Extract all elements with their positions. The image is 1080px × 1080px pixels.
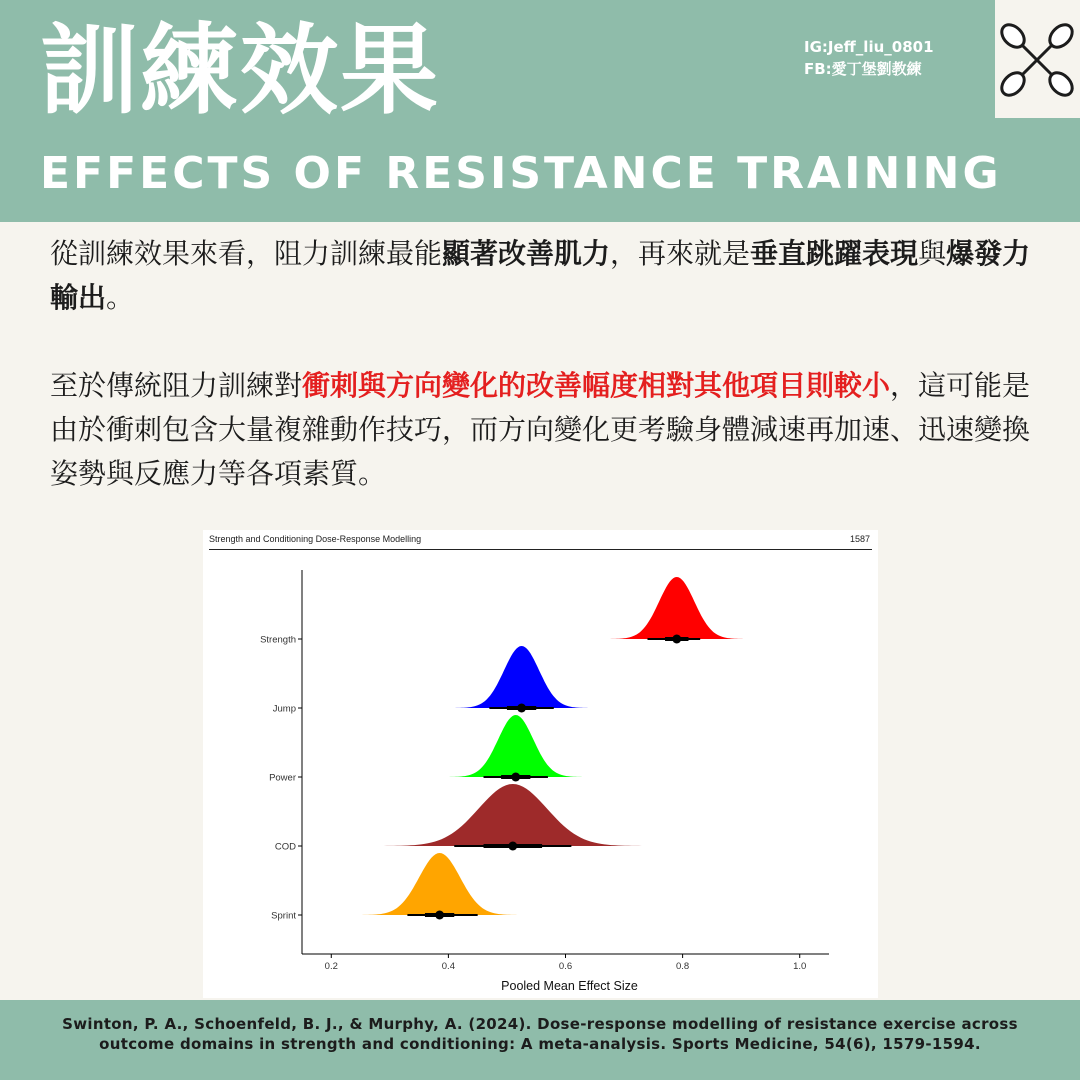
effect-size-density-chart — [203, 530, 878, 998]
y-tick-label-strength: Strength — [260, 634, 296, 646]
header-banner — [0, 0, 1080, 222]
p1-text-2: ，再來就是 — [610, 237, 751, 270]
mean-point-sprint — [435, 911, 444, 920]
page-title: 訓練效果 — [40, 14, 441, 128]
x-tick-label-1: 0.4 — [441, 961, 455, 972]
mean-point-strength — [672, 635, 681, 644]
p1-text-1: 從訓練效果來看，阻力訓練最能 — [50, 237, 443, 270]
y-tick-label-cod: COD — [274, 841, 296, 853]
p1-highlight-power: 爆發力輸出 — [50, 237, 1031, 314]
x-tick-label-2: 0.6 — [558, 961, 573, 972]
density-sprint — [358, 853, 522, 915]
social-handles — [804, 36, 934, 80]
x-tick-label-3: 0.8 — [676, 961, 690, 972]
journal-page-number: 1587 — [849, 534, 870, 544]
x-tick-label-0: 0.2 — [324, 961, 338, 972]
journal-running-title: Strength and Conditioning Dose-Response Modelling — [209, 534, 422, 544]
x-tick-label-4: 1.0 — [793, 961, 807, 972]
citation — [30, 1014, 1050, 1054]
y-tick-label-power: Power — [269, 772, 296, 784]
p2-highlight-sprint-cod: 衝刺與方向變化的改善幅度相對其他項目則較小 — [302, 369, 891, 402]
mean-point-power — [511, 773, 520, 782]
figure-panel — [203, 530, 878, 998]
x-axis-label: Pooled Mean Effect Size — [501, 979, 638, 993]
p2-text-2: ，這可能是由於衝刺包含大量複雜動作技巧，而方向變化更考驗身體減速再加速、迅速變換姿勢與反應力等各項素質。 — [50, 369, 1031, 490]
y-tick-label-sprint: Sprint — [271, 910, 296, 922]
citation-line-1: Swinton, P. A., Schoenfeld, B. J., & Murphy, A. (2024). Dose-response modelling of resistance exercise across — [62, 1015, 1018, 1033]
instagram-handle[interactable]: IG:Jeff_liu_0801 — [804, 38, 934, 56]
density-jump — [451, 646, 592, 708]
mean-point-cod — [508, 842, 517, 851]
p1-text-4: 。 — [106, 281, 135, 314]
density-power — [446, 715, 587, 777]
logo — [995, 0, 1080, 118]
footer-banner — [0, 1000, 1080, 1080]
p2-text-1: 至於傳統阻力訓練對 — [50, 369, 303, 402]
paragraph-summary — [50, 232, 1035, 320]
citation-line-2: outcome domains in strength and conditioning: A meta-analysis. Sports Medicine, 54(6), 1579-1594. — [99, 1035, 981, 1053]
p1-highlight-jump: 垂直跳躍表現 — [750, 237, 919, 270]
p1-text-3: 與 — [918, 237, 947, 270]
crossed-dumbbells-icon — [999, 22, 1075, 98]
density-cod — [377, 784, 649, 846]
facebook-handle[interactable]: FB:愛丁堡劉教練 — [804, 60, 922, 78]
y-tick-label-jump: Jump — [272, 703, 296, 715]
paragraph-detail — [50, 364, 1035, 496]
mean-point-jump — [517, 704, 526, 713]
p1-highlight-strength: 顯著改善肌力 — [442, 237, 611, 270]
page-subtitle: EFFECTS OF RESISTANCE TRAINING — [40, 148, 1002, 199]
density-strength — [607, 577, 748, 639]
